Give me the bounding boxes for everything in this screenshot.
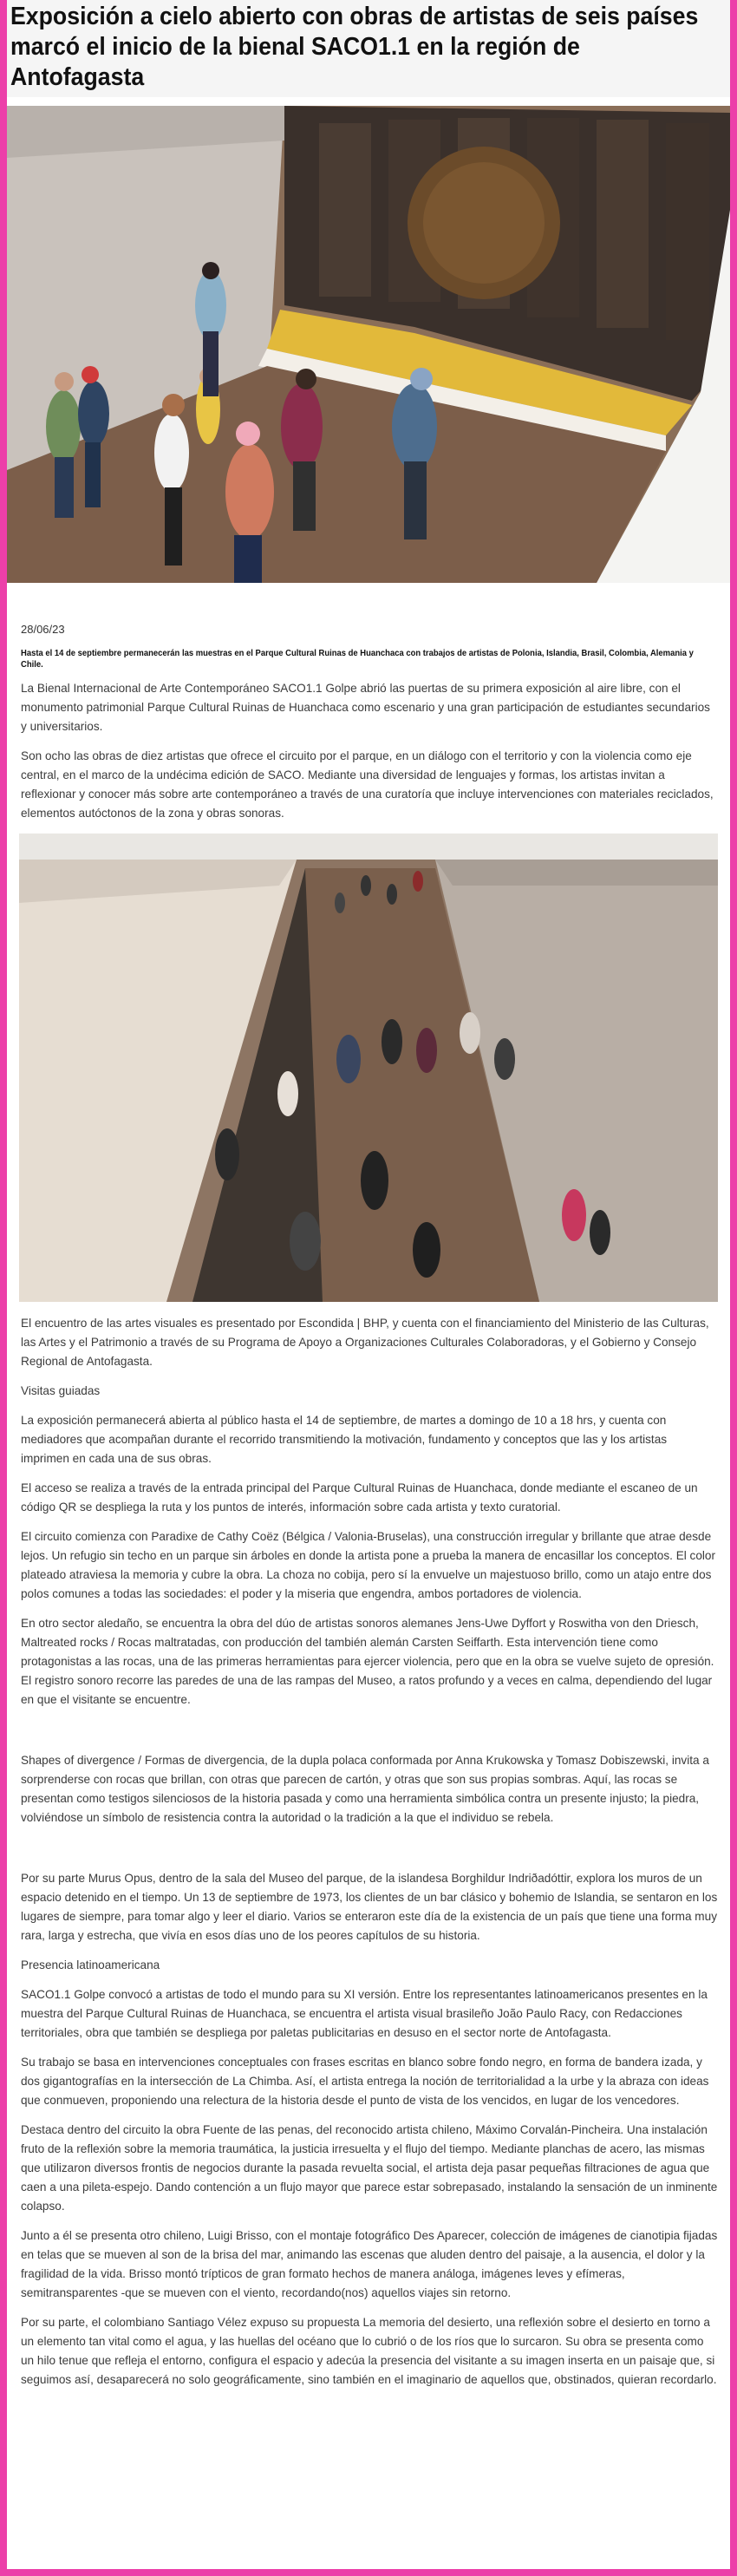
article-page [7,0,730,2569]
paragraph: Junto a él se presenta otro chileno, Luigi Brisso, con el montaje fotográfico Des Aparecer, colección de imágenes de cianotipia fijadas en telas que se mueven al son de la brisa del mar, animando las escenas que aluden dentro del paisaje, a la ausencia, el dolor y la fragilidad de la vida. Brisso montó trípticos de gran formato hechos de manera análoga, imágenes leves y efímeras, semitransparentes -que se mueven con el viento, recordando(nos) aquellos viajes sin retorno. [21,2229,718,2299]
paragraph: Por su parte Murus Opus, dentro de la sala del Museo del parque, de la islandesa Borghildur Indriðadóttir, explora los muros de un espacio detenido en el tiempo. Un 13 de septiembre de 1973, los clientes de un bar clásico y bohemio de Islandia, se sentaron en los lugares de siempre, para tomar algo y leer el diario. Varios se enteraron este día de la existencia de un país que tiene una forma muy rara, larga y estrecha, que vivía en esos días uno de los peores capítulos de su historia. [21,1872,718,1942]
subhead-visitas: Visitas guiadas [21,1384,101,1397]
page-frame-right [730,0,737,2576]
article-lead: Hasta el 14 de septiembre permanecerán las muestras en el Parque Cultural Ruinas de Huanchaca con trabajos de artistas de Polonia, Islandia, Brasil, Colombia, Alemania y Chile. [21,648,694,670]
paragraph: Shapes of divergence / Formas de divergencia, de la dupla polaca conformada por Anna Krukowska y Tomasz Dobiszewski, invita a sorprenderse con rocas que brillan, con otras que parecen de cartón, y otras que son sus propias sombras. Aquí, las rocas se presentan como testigos silenciosos de la historia pasada y como una herramienta simbólica contra un presente injusto; la piedra, volviéndose un símbolo de resistencia contra la autoridad o la tradición a la que el individuo se rebela. [21,1754,709,1824]
ramp-photo [19,834,718,1302]
article-date: 28/06/23 [21,623,65,636]
paragraph: Destaca dentro del circuito la obra Fuente de las penas, del reconocido artista chileno, Máximo Corvalán-Pincheira. Una instalación fruto de la reflexión sobre la memoria traumática, la justicia irresuelta y el flujo del tiempo. Mediante planchas de acero, las mismas que utilizaron diversos frontis de negocios durante la pasada revuelta social, el artista deja pasar pequeñas filtraciones de agua que caen a una pileta-espejo. Dando contención a un flujo mayor que parece estar sobrepasado, instalando la sensación de un inminente colapso. [21,2123,718,2213]
paragraph: La Bienal Internacional de Arte Contemporáneo SACO1.1 Golpe abrió las puertas de su primera exposición al aire libre, con el monumento patrimonial Parque Cultural Ruinas de Huanchaca como escenario y una gran participación de estudiantes secundarios y universitarios. [21,682,710,733]
paragraph: Son ocho las obras de diez artistas que ofrece el circuito por el parque, en un diálogo con el territorio y con la violencia como eje central, en el marco de la undécima edición de SACO. Mediante una diversidad de lenguajes y formas, los artistas invitan a reflexionar y conocer más sobre arte contemporáneo a través de una curatoría que incluye intervenciones con materiales reciclados, elementos autóctonos de la zona y obras sonoras. [21,749,714,820]
article-title: Exposición a cielo abierto con obras de artistas de seis países marcó el inicio de la bienal SACO1.1 en la región de Antofagasta [10,3,699,91]
paragraph: Su trabajo se basa en intervenciones conceptuales con frases escritas en blanco sobre fondo negro, en forma de bandera izada, y dos gigantografías en la intersección de La Chimba. Así, el artista entrega la noción de territorialidad a la urbe y la abraza con ideas que conmueven, proponiendo una relectura de la historia desde el punto de vista de los vencidos, en lugar de los vencedores. [21,2056,709,2107]
hero-photo-image [7,106,730,583]
subhead-presencia: Presencia latinoamericana [21,1958,160,1971]
paragraph: El encuentro de las artes visuales es presentado por Escondida | BHP, y cuenta con el financiamiento del Ministerio de las Culturas, las Artes y el Patrimonio a través de su Programa de Apoyo a Organizaciones Culturales Colaboradoras, y el Gobierno y Consejo Regional de Antofagasta. [21,1317,709,1368]
hero-photo [7,106,730,583]
paragraph: Por su parte, el colombiano Santiago Vélez expuso su propuesta La memoria del desierto, una reflexión sobre el desierto en torno a un elemento tan vital como el agua, y las huellas del océano que lo cubrió o de los ríos que lo surcaron. Su obra se presenta como un hilo tenue que refleja el entorno, configura el espacio y adecúa la presencia del visitante a su imagen inserta en un paisaje que, si seguimos así, desaparecerá no solo geográficamente, sino también en el imaginario de aquellos que, obstinados, quieran recordarlo. [21,2316,717,2386]
paragraph: El circuito comienza con Paradixe de Cathy Coëz (Bélgica / Valonia-Bruselas), una construcción irregular y brillante que atrae desde lejos. Un refugio sin techo en un parque sin árboles en donde la artista pone a prueba la manera de encasillar los conceptos. El color plateado atraviesa la memoria y cubre la obra. La choza no cobija, pero sí la envuelve un majestuoso brillo, como un atajo entre dos polos comunes a todas las sociedades: el poder y la miseria que engendra, ambos portadores de violencia. [21,1530,716,1600]
page-frame-left [0,0,7,2576]
article-body [7,623,730,2390]
spacer [19,1720,718,1751]
ramp-photo-image [19,834,718,1302]
paragraph: El acceso se realiza a través de la entrada principal del Parque Cultural Ruinas de Huanchaca, donde mediante el escaneo de un código QR se despliega la ruta y los puntos de interés, información sobre cada artista y texto curatorial. [21,1481,698,1514]
page-frame-bottom [0,2569,737,2576]
paragraph: En otro sector aledaño, se encuentra la obra del dúo de artistas sonoros alemanes Jens-Uwe Dyffort y Roswitha von den Driesch, Maltreated rocks / Rocas maltratadas, con producción del también alemán Carsten Seiffarth. Esta intervención tiene como protagonistas a las rocas, una de las primeras herramientas para ejercer violencia, pero que en la obra se vuelve sujeto de opresión. El registro sonoro recorre las paredes de una de las rampas del Museo, a ratos profundo y a veces en calma, dependiendo del lugar en que el visitante se encuentre. [21,1617,714,1706]
spacer [19,1838,718,1869]
paragraph: La exposición permanecerá abierta al público hasta el 14 de septiembre, de martes a domingo de 10 a 18 hrs, y cuenta con mediadores que acompañan durante el recorrido transmitiendo la motivación, fundamento y conceptos que las y los artistas imprimen en cada una de sus obras. [21,1414,668,1465]
article-header [7,0,730,97]
paragraph: SACO1.1 Golpe convocó a artistas de todo el mundo para su XI versión. Entre los representantes latinoamericanos presentes en la muestra del Parque Cultural Ruinas de Huanchaca, se encuentra el artista visual brasileño João Paulo Racy, con Redacciones territoriales, obra que también se despliega por paletas publicitarias en desuso en el sector norte de Antofagasta. [21,1988,708,2039]
